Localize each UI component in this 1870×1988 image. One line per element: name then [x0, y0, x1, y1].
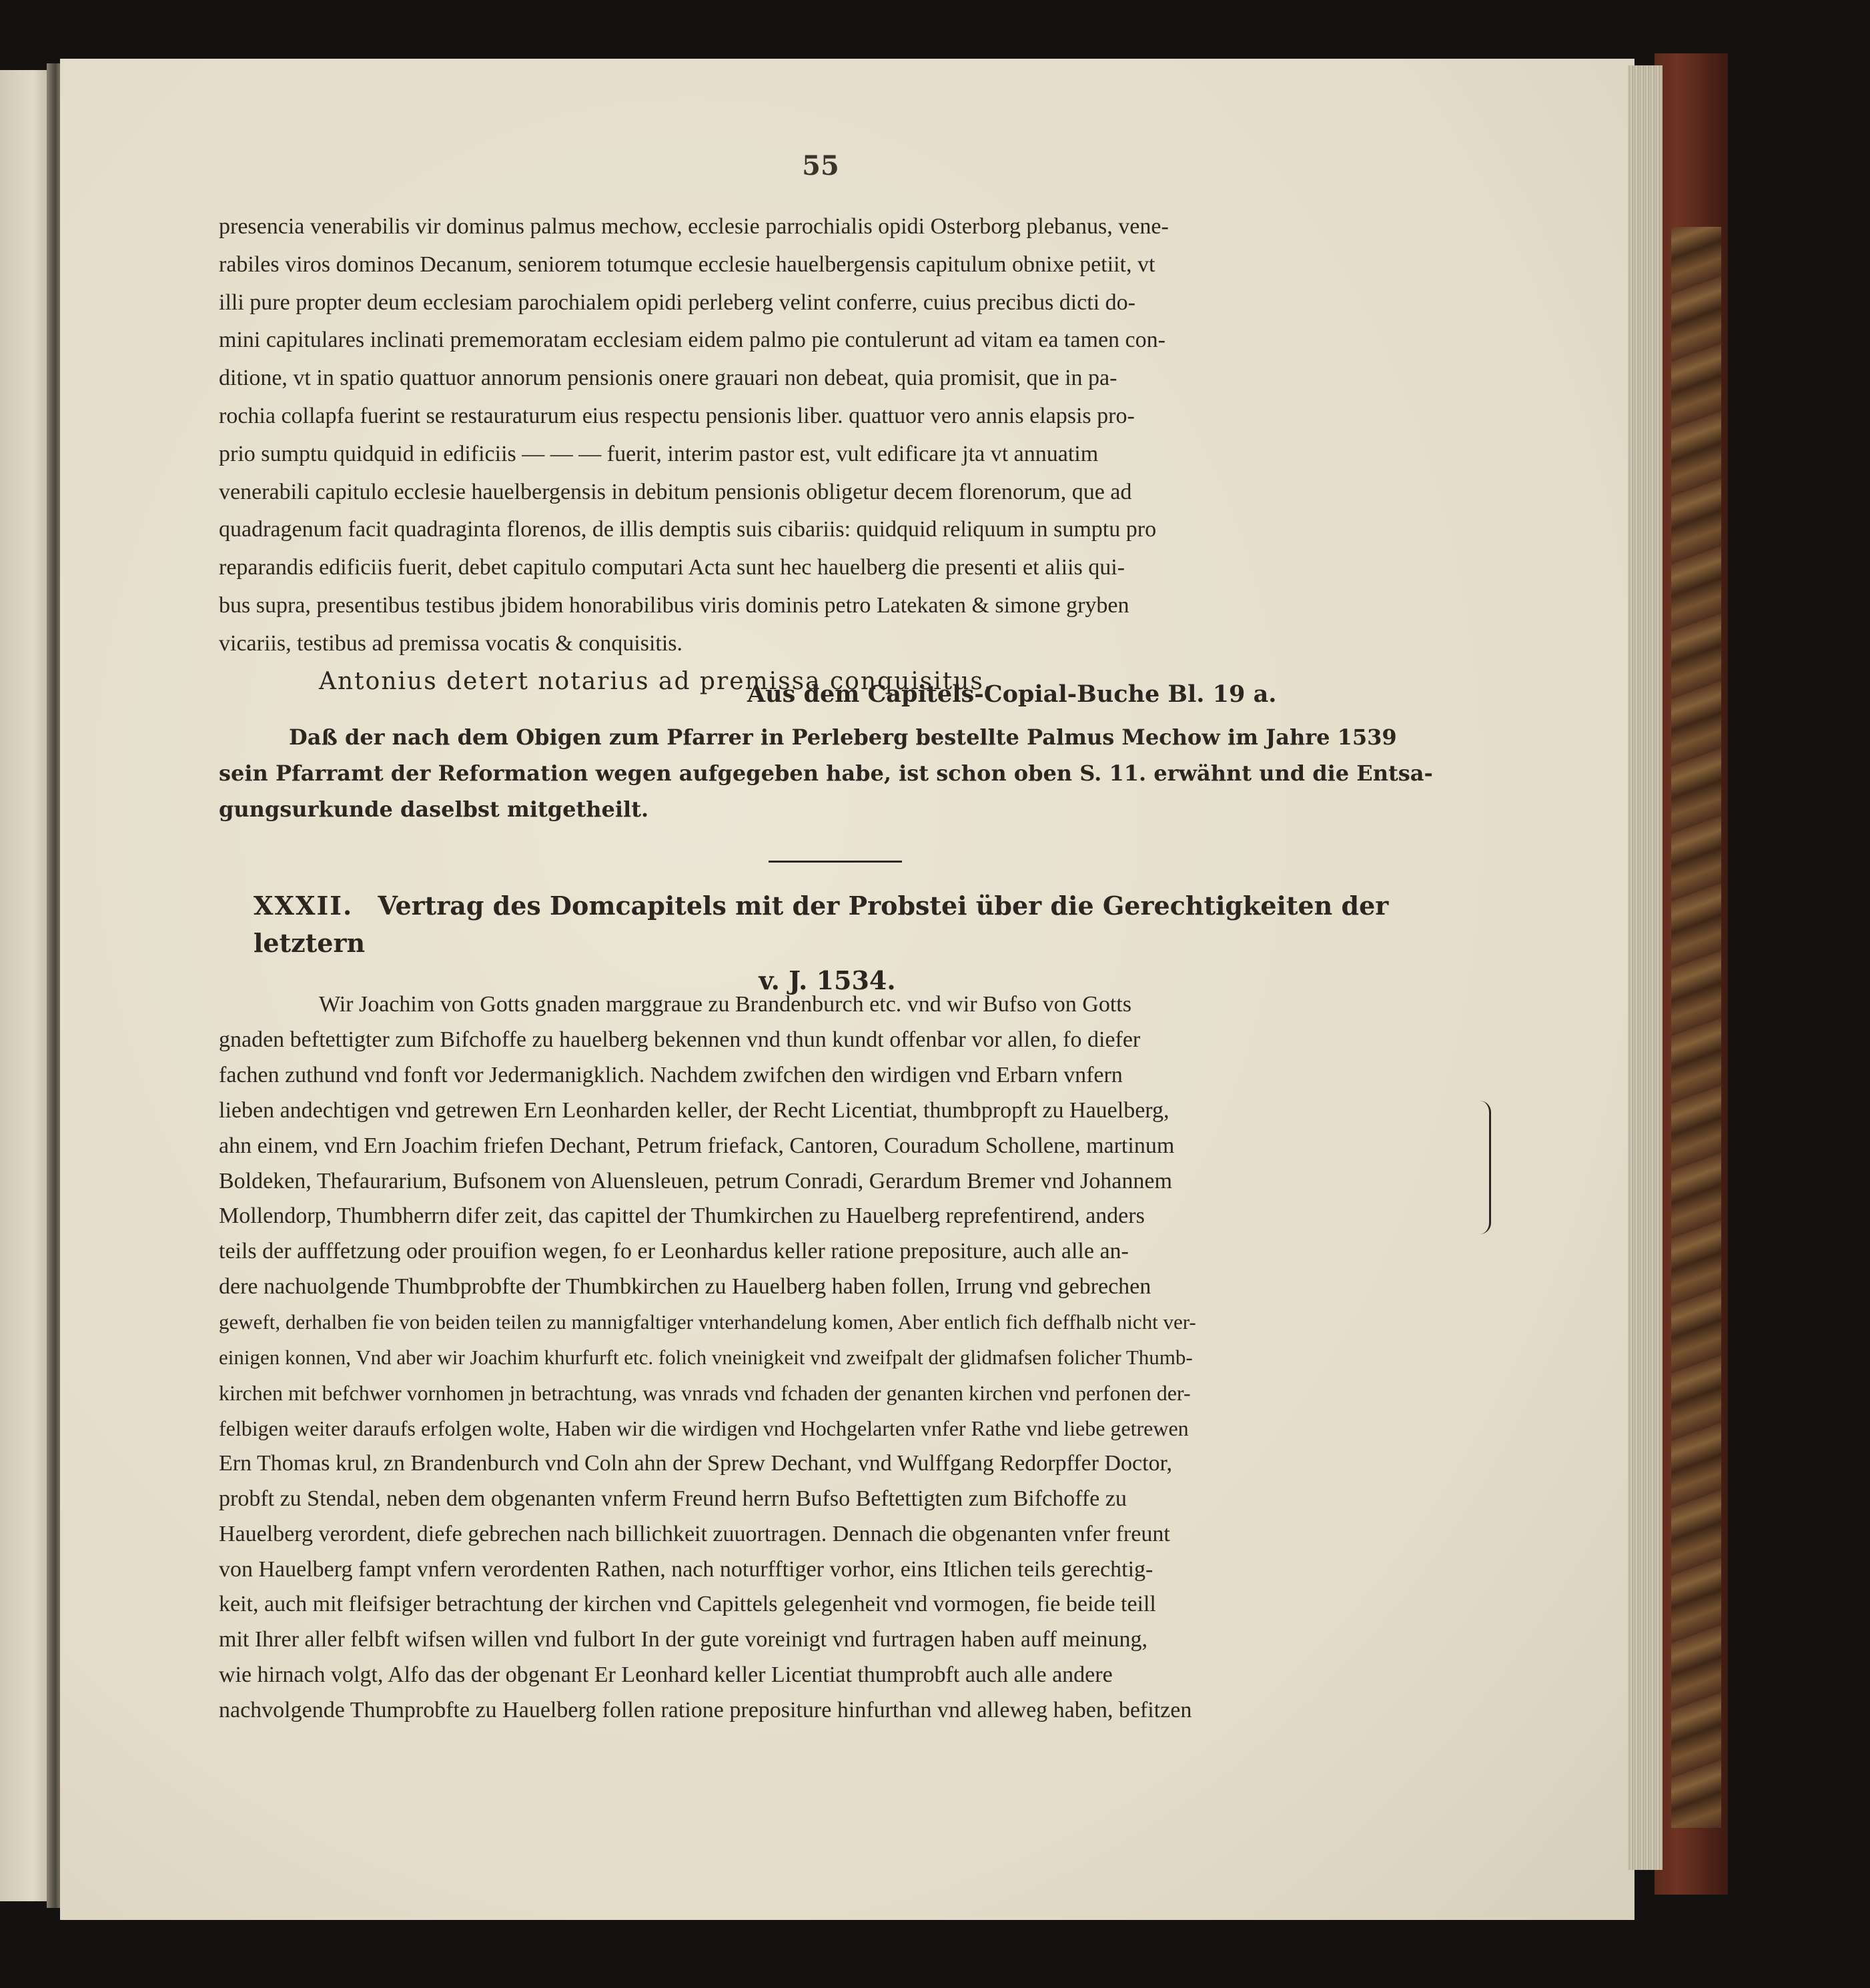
text-line: mini capitulares inclinati prememoratam ecclesiam eidem palmo pie contulerunt ad vitam ea tamen con- [219, 328, 1165, 353]
text-line: lieben andechtigen vnd getrewen Ern Leonharden keller, der Recht Licentiat, thumbpropft zu Hauelberg, [219, 1097, 1170, 1123]
text-line: Boldeken, Thefaurarium, Bufsonem von Aluensleuen, petrum Conradi, Gerardum Bremer vnd Johannem [219, 1168, 1172, 1193]
text-line: bus supra, presentibus testibus jbidem honorabilibus viris dominis petro Latekaten & simone gryben [219, 592, 1129, 618]
text-line: sein Pfarramt der Reformation wegen aufgegeben habe, ist schon oben S. 11. erwähnt und die Entsa- [219, 761, 1433, 786]
text-line: presencia venerabilis vir dominus palmus mechow, ecclesie parrochialis opidi Osterborg plebanus, vene- [219, 214, 1169, 239]
german-note [219, 719, 1461, 827]
text-line: rabiles viros dominos Decanum, seniorem totumque ecclesie hauelbergensis capitulum obnixe petiit, vt [219, 252, 1155, 277]
text-line: illi pure propter deum ecclesiam parochialem opidi perleberg velint conferre, cuius precibus dicti do- [219, 290, 1135, 315]
section-divider [769, 861, 902, 863]
text-line: ditione, vt in spatio quattuor annorum pensionis onere grauari non debeat, quia promisit, que in pa- [219, 366, 1117, 391]
text-line: dere nachuolgende Thumbprobfte der Thumbkirchen zu Hauelberg haben follen, Irrung vnd gebrechen [219, 1274, 1151, 1300]
text-line: venerabili capitulo ecclesie hauelbergensis in debitum pensionis obligetur decem florenorum, que ad [219, 479, 1132, 504]
text-line: vicariis, testibus ad premissa vocatis & conquisitis. [219, 630, 683, 656]
section-title: Vertrag des Domcapitels mit der Probstei über die Gerechtigkeiten der letztern [254, 891, 1389, 958]
text-line: Ern Thomas krul, zn Brandenburch vnd Coln ahn der Sprew Dechant, vnd Wulffgang Redorpffer Doctor, [219, 1450, 1173, 1476]
text-line: probft zu Stendal, neben dem obgenanten vnferm Freund herrn Bufso Beftettigten zum Bifchoffe zu [219, 1486, 1127, 1511]
text-line: Wir Joachim von Gotts gnaden marggraue zu Brandenburch etc. vnd wir Bufso von Gotts [319, 992, 1131, 1017]
text-line: kirchen mit befchwer vornhomen jn betrachtung, was vnrads vnd fchaden der genanten kirchen vnd perfonen der- [219, 1380, 1191, 1405]
text-line: Daß der nach dem Obigen zum Pfarrer in Perleberg bestellte Palmus Mechow im Jahre 1539 [289, 724, 1397, 750]
text-line: wie hirnach volgt, Alfo das der obgenant Er Leonhard keller Licentiat thumprobft auch alle andere [219, 1662, 1113, 1688]
page-number: 55 [802, 150, 839, 181]
text-line: reparandis edificiis fuerit, debet capitulo computari Acta sunt hec hauelberg die presenti et aliis qui- [219, 555, 1125, 580]
section-heading [254, 887, 1428, 999]
section-date: v. J. 1534. [759, 965, 896, 995]
notary-signature: Antonius detert notarius ad premissa conquisitus. [319, 667, 993, 695]
text-line: nachvolgende Thumprobfte zu Hauelberg follen ratione prepositure hinfurthan vnd alleweg haben, befitzen [219, 1698, 1192, 1723]
text-line: gungsurkunde daselbst mitgetheilt. [219, 797, 649, 822]
section-number: XXXII. [254, 891, 354, 921]
text-line: rochia collapfa fuerint se restauraturum eius respectu pensionis liber. quattuor vero annis elapsis pro- [219, 403, 1135, 428]
text-line: prio sumptu quidquid in edificiis — — — fuerit, interim pastor est, vult edificare jta vt annuatim [219, 441, 1099, 466]
text-line: ahn einem, vnd Ern Joachim friefen Dechant, Petrum friefack, Cantoren, Couradum Schollene, martinum [219, 1133, 1175, 1158]
latin-charter-text [219, 208, 1461, 700]
text-line: keit, auch mit fleifsiger betrachtung der kirchen vnd Capittels gelegenheit vnd vormogen, fie beide teill [219, 1592, 1156, 1617]
text-line: Hauelberg verordent, diefe gebrechen nach billichkeit zuuortragen. Dennach die obgenanten vnfer freunt [219, 1521, 1170, 1546]
margin-bracket-mark [1480, 1101, 1491, 1234]
text-line: felbigen weiter daraufs erfolgen wolte, Haben wir die wirdigen vnd Hochgelarten vnfer Rathe vnd liebe getrewen [219, 1416, 1189, 1440]
text-line: von Hauelberg fampt vnfern verordenten Rathen, nach noturfftiger vorhor, eins Itlichen teils gerechtig- [219, 1556, 1153, 1582]
text-line: gnaden beftettigter zum Bifchoffe zu hauelberg bekennen vnd thun kundt offenbar vor allen, fo diefer [219, 1027, 1141, 1052]
text-line: quadragenum facit quadraginta florenos, de illis demptis suis cibariis: quidquid reliquum in sumptu pro [219, 517, 1157, 542]
text-line: fachen zuthund vnd fonft vor Jedermanigklich. Nachdem zwifchen den wirdigen vnd Erbarn vnfern [219, 1062, 1123, 1087]
text-line: geweft, derhalben fie von beiden teilen zu mannigfaltiger vnterhandelung komen, Aber entlich fich deffhalb nicht ver- [219, 1310, 1196, 1334]
document-text [219, 987, 1461, 1728]
text-line: teils der aufffetzung oder prouifion wegen, fo er Leonhardus keller ratione prepositure, auch alle an- [219, 1239, 1129, 1264]
text-line: einigen konnen, Vnd aber wir Joachim khurfurft etc. folich vneinigkeit vnd zweifpalt der glidmafsen folicher Thumb- [219, 1346, 1193, 1370]
text-line: mit Ihrer aller felbft wifsen willen vnd fulbort In der gute voreinigt vnd furtragen haben auff meinung, [219, 1627, 1147, 1652]
text-line: Mollendorp, Thumbherrn difer zeit, das capittel der Thumkirchen zu Hauelberg reprefentirend, anders [219, 1203, 1145, 1229]
source-citation: Aus dem Capitels-Copial-Buche Bl. 19 a. [747, 680, 1277, 708]
